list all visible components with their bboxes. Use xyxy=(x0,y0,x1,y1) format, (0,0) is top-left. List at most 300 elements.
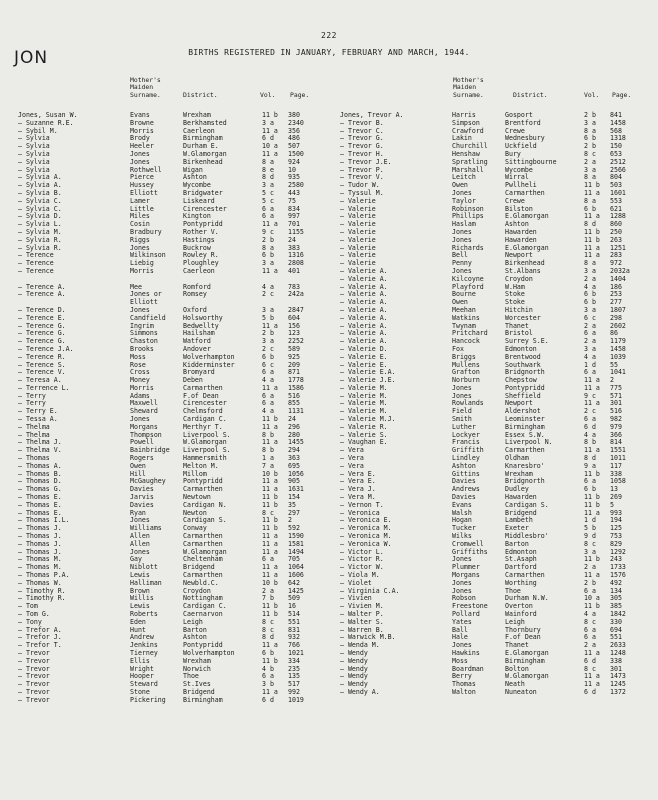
entry-name: — Valerie A. xyxy=(340,266,388,275)
entry-page: 298 xyxy=(610,313,622,322)
entry-name: — Thomas D. xyxy=(18,477,62,486)
entry-district: Cirencester xyxy=(183,204,227,213)
entry-district: Thanet xyxy=(505,641,529,650)
entry-page: 925 xyxy=(288,352,300,361)
entry-page: 753 xyxy=(610,532,622,541)
entry-page: 932 xyxy=(288,633,300,642)
entry-name: — Vivien M. xyxy=(340,602,384,611)
entry-district: Newport xyxy=(505,399,533,408)
entry-district: Hastings xyxy=(183,235,215,244)
entry-maiden-surname: Rowlands xyxy=(452,399,484,408)
entry-district: Watford xyxy=(183,337,211,346)
entry-district: Knaresbro' xyxy=(505,461,545,470)
entry-name: — Wendy xyxy=(340,648,368,657)
entry-page: 338 xyxy=(610,656,622,665)
entry-maiden-surname: Morris xyxy=(130,383,154,392)
entry-maiden-surname: Jones xyxy=(452,586,472,595)
entry-name: — Timothy R. xyxy=(18,594,66,603)
entry-page: 2566 xyxy=(610,165,626,174)
entry-volume: 3 a xyxy=(262,259,274,268)
entry-district: Andover xyxy=(183,344,211,353)
entry-name: — Terence G. xyxy=(18,337,66,346)
entry-name: — Trevor B. xyxy=(340,118,384,127)
entry-maiden-surname: Jones xyxy=(452,227,472,236)
entry-page: 253 xyxy=(610,290,622,299)
entry-maiden-surname: Norburn xyxy=(452,376,480,385)
entry-maiden-surname: Ball xyxy=(452,625,468,634)
entry-maiden-surname: Jones xyxy=(452,188,472,197)
entry-page: 905 xyxy=(288,477,300,486)
entry-maiden-surname: Francis xyxy=(452,438,480,447)
entry-district: Norwich xyxy=(183,664,211,673)
entry-name: — Tom G. xyxy=(18,610,50,618)
entry-maiden-surname: Hawkins xyxy=(452,648,480,657)
entry-name: — Wendy A. xyxy=(340,687,380,696)
entry-district: Bridgnorth xyxy=(505,477,545,486)
entry-district: Kidderminster xyxy=(183,360,235,369)
entry-district: W.Glamorgan xyxy=(183,438,227,447)
entry-district: Newbld.C. xyxy=(183,578,219,587)
entry-district: Wolverhampton xyxy=(183,648,235,657)
entry-volume: 2 b xyxy=(584,578,596,587)
entry-district: Wigan xyxy=(183,165,203,174)
entry-page: 250 xyxy=(610,227,622,236)
entry-maiden-surname: Jones xyxy=(452,641,472,650)
entry-maiden-surname: Jones xyxy=(130,415,150,424)
header-district-right: District. xyxy=(513,91,548,99)
entry-name: — Sylvia xyxy=(18,149,50,158)
entry-district: Bromyard xyxy=(183,368,215,377)
entry-name: — Warren B. xyxy=(340,625,384,634)
entry-name: — Valerie E. xyxy=(340,352,388,361)
entry-volume: 6 b xyxy=(584,298,596,307)
entry-maiden-surname: Ellis xyxy=(130,656,150,665)
entry-name: — Sylvia C. xyxy=(18,196,62,205)
entry-name: — Valerie xyxy=(340,243,376,252)
entry-volume: 11 a xyxy=(262,532,278,541)
entry-maiden-surname: Bainbridge xyxy=(130,446,170,455)
entry-maiden-surname: Phillips xyxy=(452,212,484,221)
entry-district: Carmarthen xyxy=(505,446,545,455)
entry-name: — Victor W. xyxy=(340,563,384,572)
entry-page: 363 xyxy=(288,454,300,463)
entry-maiden-surname: Jones xyxy=(452,391,472,400)
entry-district: Brentwood xyxy=(505,352,541,361)
entry-district: St.Ives xyxy=(183,680,211,689)
entry-name: — Wendy xyxy=(340,656,368,665)
entry-page: 507 xyxy=(288,142,300,151)
entry-name: — Trefor J. xyxy=(18,633,62,642)
entry-volume: 1 d xyxy=(584,516,596,525)
entry-page: 35 xyxy=(288,500,296,509)
entry-district: Liverpool S. xyxy=(183,446,231,455)
entry-page: 380 xyxy=(288,111,300,119)
entry-name: — Valerie xyxy=(340,259,376,268)
entry-district: Hawarden xyxy=(505,235,537,244)
entry-page: 1631 xyxy=(288,485,304,494)
entry-volume: 2 c xyxy=(262,344,274,353)
entry-maiden-surname: Willis xyxy=(130,594,154,603)
entry-district: Wainford xyxy=(505,610,537,618)
entry-volume: 3 a xyxy=(262,305,274,314)
entry-district: Kington xyxy=(183,212,211,221)
entry-volume: 11 b xyxy=(584,469,600,478)
entry-page: 1576 xyxy=(610,571,626,580)
entry-maiden-surname: Lindley xyxy=(452,454,480,463)
entry-maiden-surname: Jones xyxy=(452,578,472,587)
entry-volume: 11 a xyxy=(584,376,600,385)
entry-maiden-surname: Jones xyxy=(452,266,472,275)
entry-name: — Valerie xyxy=(340,235,376,244)
entry-page: 1011 xyxy=(610,454,626,463)
entry-page: 924 xyxy=(288,157,300,166)
header-maiden-line3: Surname. xyxy=(130,90,161,99)
entry-page: 979 xyxy=(610,422,622,431)
entry-maiden-surname: Andrews xyxy=(452,485,480,494)
entry-name: — Thomas G. xyxy=(18,485,62,494)
entry-district: Birmingham xyxy=(183,134,223,143)
entry-district: Wycombe xyxy=(183,181,211,190)
entry-page: 385 xyxy=(610,602,622,611)
entry-page: 860 xyxy=(610,220,622,229)
entry-name: — Tyssul M. xyxy=(340,188,384,197)
entry-volume: 3 a xyxy=(262,337,274,346)
entry-maiden-surname: Pritchard xyxy=(452,329,488,338)
entry-maiden-surname: Spratling xyxy=(452,157,488,166)
entry-volume: 11 a xyxy=(584,672,600,681)
entry-maiden-surname: Liebig xyxy=(130,259,154,268)
entry-name: — Vera M. xyxy=(340,493,376,502)
entry-volume: 5 c xyxy=(262,196,274,205)
entry-district: Cardigan N. xyxy=(183,500,227,509)
entry-volume: 6 b xyxy=(584,485,596,494)
entry-volume: 8 e xyxy=(262,165,274,174)
entry-page: 935 xyxy=(288,173,300,182)
entry-page: 1058 xyxy=(610,477,626,486)
entry-maiden-surname: Ashton xyxy=(452,461,476,470)
header-maiden-left xyxy=(130,77,161,99)
entry-volume: 11 a xyxy=(262,547,278,556)
entry-name: — Veronica xyxy=(340,508,380,517)
entry-name: — Sylvia R. xyxy=(18,243,62,252)
entry-district: Oldham xyxy=(505,454,529,463)
page-number: 222 xyxy=(321,31,337,40)
entry-page: 16 xyxy=(288,602,296,611)
entry-district: W.Glamorgan xyxy=(505,672,549,681)
entry-volume: 4 a xyxy=(584,430,596,439)
entry-maiden-surname: Jones xyxy=(130,243,150,252)
entry-name: — Trevor H. xyxy=(340,149,384,158)
entry-district: W.Ham xyxy=(505,282,525,291)
entry-page: 766 xyxy=(288,641,300,650)
entry-name: — Trevor xyxy=(18,687,50,696)
entry-name: — Valerie xyxy=(340,227,376,236)
entry-name: — Vera E. xyxy=(340,469,376,478)
entry-volume: 11 b xyxy=(584,555,600,564)
entry-district: Cheltenham xyxy=(183,555,223,564)
page-title: BIRTHS REGISTERED IN JANUARY, FEBRUARY AND MARCH, 1944. xyxy=(188,48,470,57)
entry-page: 1318 xyxy=(610,134,626,143)
entry-maiden-surname: Roberts xyxy=(130,610,158,618)
entry-page: 13 xyxy=(610,485,618,494)
entry-volume: 2 a xyxy=(584,563,596,572)
header-maiden-line2: Maiden xyxy=(453,83,477,92)
entry-page: 1021 xyxy=(288,648,304,657)
entry-volume: 8 c xyxy=(262,617,274,626)
entry-name: — Valerie S. xyxy=(340,430,388,439)
entry-volume: 11 b xyxy=(262,524,278,533)
entry-volume: 5 b xyxy=(262,313,274,322)
entry-district: Rowley R. xyxy=(183,251,219,260)
entry-maiden-surname: Bell xyxy=(452,251,468,260)
entry-district: Carmarthen xyxy=(505,188,545,197)
entry-maiden-surname: Wilks xyxy=(452,532,472,541)
entry-district: Leominster xyxy=(505,415,545,424)
entry-maiden-surname: Davies xyxy=(130,485,154,494)
entry-district: Birkenhead xyxy=(505,259,545,268)
entry-volume: 10 b xyxy=(262,469,278,478)
entry-maiden-surname: Jones xyxy=(130,516,150,525)
entry-maiden-surname: Robson xyxy=(452,594,476,603)
entry-volume: 8 d xyxy=(584,454,596,463)
entry-volume: 6 a xyxy=(584,368,596,377)
entry-name: — Trevor C. xyxy=(340,126,384,135)
entry-name: — Thomas P.A. xyxy=(18,571,70,580)
entry-volume: 11 b xyxy=(262,656,278,665)
entry-district: Thoe xyxy=(183,672,199,681)
entry-maiden-surname: Twynam xyxy=(452,321,476,330)
entry-maiden-surname: Cosin xyxy=(130,220,150,229)
entry-maiden-surname: Sheward xyxy=(130,407,158,416)
entry-name: — Terence J.A. xyxy=(18,344,74,353)
entry-volume: 11 b xyxy=(262,602,278,611)
entry-volume: 10 b xyxy=(262,578,278,587)
entry-maiden-surname: Hogan xyxy=(452,516,472,525)
entry-page: 24 xyxy=(288,415,296,424)
entry-district: Barton xyxy=(505,539,529,548)
entry-name: — Thomas B. xyxy=(18,469,62,478)
entry-name: — Walter P. xyxy=(340,610,384,618)
entry-page: 993 xyxy=(610,508,622,517)
entry-name: — Terry xyxy=(18,391,46,400)
entry-maiden-surname: Hale xyxy=(452,633,468,642)
entry-volume: 1 d xyxy=(584,360,596,369)
entry-maiden-surname: Leitch xyxy=(452,173,476,182)
entry-district: Ashton xyxy=(183,173,207,182)
entry-volume: 6 a xyxy=(262,672,274,681)
entry-volume: 6 a xyxy=(584,477,596,486)
entry-district: Chelmsford xyxy=(183,407,223,416)
entry-page: 1551 xyxy=(610,446,626,455)
entry-volume: 6 b xyxy=(262,648,274,657)
entry-name: Jones, Susan W. xyxy=(18,111,78,119)
entry-page: 982 xyxy=(610,415,622,424)
entry-volume: 6 a xyxy=(262,391,274,400)
entry-page: 283 xyxy=(610,251,622,260)
entry-district: Stoke xyxy=(505,290,525,299)
entry-district: Bolton xyxy=(505,664,529,673)
entry-volume: 7 b xyxy=(262,594,274,603)
entry-maiden-surname: Cross xyxy=(130,368,150,377)
entry-page: 443 xyxy=(288,188,300,197)
entry-volume: 11 a xyxy=(262,687,278,696)
entry-maiden-surname: Gittins xyxy=(452,469,480,478)
entry-district: Melton M. xyxy=(183,461,219,470)
entry-page: 301 xyxy=(610,399,622,408)
entry-maiden-surname: Jenkins xyxy=(130,641,158,650)
entry-volume: 11 a xyxy=(584,680,600,689)
entry-name: — Sylvia xyxy=(18,165,50,174)
entry-maiden-surname: Ryan xyxy=(130,508,146,517)
entry-page: 150 xyxy=(610,142,622,151)
entry-district: Rother V. xyxy=(183,227,219,236)
entry-name: — Veronica E. xyxy=(340,516,392,525)
entry-page: 553 xyxy=(610,196,622,205)
entry-volume: 6 b xyxy=(584,134,596,143)
entry-district: Thornbury xyxy=(505,625,541,634)
entry-page: 695 xyxy=(288,461,300,470)
entry-name: — Sylvia xyxy=(18,142,50,151)
entry-name: — Sylvia B. xyxy=(18,188,62,197)
entry-name: — Terence S. xyxy=(18,360,66,369)
entry-page: 589 xyxy=(288,344,300,353)
entry-name: — Vivien xyxy=(340,594,372,603)
entry-page: 1155 xyxy=(288,227,304,236)
entry-page: 366 xyxy=(610,430,622,439)
entry-page: 1316 xyxy=(288,251,304,260)
entry-name: — Thomas M. xyxy=(18,563,62,572)
entry-page: 156 xyxy=(288,321,300,330)
entry-district: W.Glamorgan xyxy=(183,149,227,158)
entry-maiden-surname: Jones or xyxy=(130,290,162,299)
entry-volume: 6 a xyxy=(262,204,274,213)
entry-page: 2032a xyxy=(610,266,630,275)
entry-volume: 11 b xyxy=(262,415,278,424)
header-page-right: Page. xyxy=(612,91,632,99)
entry-name: — Thomas xyxy=(18,454,50,463)
entry-volume: 6 a xyxy=(262,212,274,221)
entry-name: — Valerie E.A. xyxy=(340,368,396,377)
entry-name: — Valerie A. xyxy=(340,313,388,322)
entry-volume: 3 a xyxy=(584,266,596,275)
entry-maiden-surname: Simpson xyxy=(452,118,480,127)
entry-name: — Terence V. xyxy=(18,368,66,377)
entry-maiden-surname: Money xyxy=(130,376,150,385)
entry-maiden-surname: Jones xyxy=(452,555,472,564)
entry-page: 1064 xyxy=(288,563,304,572)
entry-maiden-surname: Eden xyxy=(130,617,146,626)
entry-page: 243 xyxy=(610,555,622,564)
entry-district: Holsworthy xyxy=(183,313,223,322)
entry-page: 621 xyxy=(610,204,622,213)
entry-maiden-surname: Jones xyxy=(130,547,150,556)
entry-maiden-surname: Marshall xyxy=(452,165,484,174)
entry-maiden-surname: Brooks xyxy=(130,344,154,353)
entry-volume: 11 b xyxy=(262,493,278,502)
entry-maiden-surname: Grafton xyxy=(452,368,480,377)
entry-name: — Teresa A. xyxy=(18,376,62,385)
entry-volume: 11 a xyxy=(262,220,278,229)
entry-maiden-surname: Luther xyxy=(452,422,476,431)
entry-maiden-surname: Hill xyxy=(130,469,146,478)
entry-volume: 10 a xyxy=(584,594,600,603)
entry-maiden-surname: Moss xyxy=(452,656,468,665)
entry-maiden-surname: Steward xyxy=(130,680,158,689)
entry-name: — Thomas E. xyxy=(18,493,62,502)
entry-name: — Vera xyxy=(340,461,364,470)
entry-page: 5 xyxy=(610,500,614,509)
entry-name: — Tessa A. xyxy=(18,415,58,424)
entry-maiden-surname: Maxwell xyxy=(130,399,158,408)
entry-name: — Valerie xyxy=(340,204,376,213)
entry-name: — Thomas M. xyxy=(18,555,62,564)
entry-maiden-surname: Allen xyxy=(130,539,150,548)
entry-volume: 8 d xyxy=(262,633,274,642)
entry-district: Wolverhampton xyxy=(183,352,235,361)
entry-volume: 6 a xyxy=(584,586,596,595)
entry-name: — Terence G. xyxy=(18,329,66,338)
entry-name: — Terry xyxy=(18,399,46,408)
entry-name: — Trefor T. xyxy=(18,641,62,650)
entry-volume: 9 c xyxy=(262,227,274,236)
entry-volume: 11 a xyxy=(262,485,278,494)
entry-district: Buckrow xyxy=(183,243,211,252)
header-maiden-line2: Maiden xyxy=(130,83,154,92)
entry-district: Bedwellty xyxy=(183,321,219,330)
entry-volume: 11 b xyxy=(584,602,600,611)
entry-maiden-surname: Heeler xyxy=(130,142,154,151)
entry-maiden-surname: Walton xyxy=(452,687,476,696)
entry-page: 1473 xyxy=(610,672,626,681)
entry-maiden-surname: Brody xyxy=(130,134,150,143)
entry-volume: 8 a xyxy=(584,259,596,268)
entry-district: Caerleon xyxy=(183,126,215,135)
entry-volume: 3 a xyxy=(584,118,596,127)
entry-district: Cirencester xyxy=(183,399,227,408)
entry-maiden-surname: Pierce xyxy=(130,173,154,182)
entry-maiden-surname: Robinson xyxy=(452,204,484,213)
entry-page: 123 xyxy=(288,329,300,338)
entry-maiden-surname: Lamer xyxy=(130,196,150,205)
entry-name: — Sylvia xyxy=(18,134,50,143)
entry-district: Uckfield xyxy=(505,142,537,151)
entry-volume: 8 c xyxy=(584,539,596,548)
entry-maiden-surname: Williams xyxy=(130,524,162,533)
entry-district: Bristol xyxy=(505,329,533,338)
entry-maiden-surname: Hunt xyxy=(130,625,146,634)
entry-volume: 6 a xyxy=(584,633,596,642)
entry-page: 1455 xyxy=(288,438,304,447)
entry-volume: 4 a xyxy=(584,282,596,291)
entry-district: Cardigan C. xyxy=(183,602,227,611)
entry-page: 1372 xyxy=(610,687,626,696)
entry-name: — Valerie A. xyxy=(340,282,388,291)
entry-maiden-surname: Pickering xyxy=(130,695,166,704)
entry-volume: 11 a xyxy=(584,383,600,392)
entry-maiden-surname: Boardman xyxy=(452,664,484,673)
entry-district: Croydon xyxy=(505,274,533,283)
entry-name: — Vera J. xyxy=(340,485,376,494)
entry-name: — Thelma xyxy=(18,430,50,439)
entry-name: — Thomas E. xyxy=(18,508,62,517)
entry-volume: 2 a xyxy=(584,641,596,650)
entry-name: — Victor L. xyxy=(340,547,384,556)
entry-page: 1404 xyxy=(610,274,626,283)
entry-maiden-surname: Lockyer xyxy=(452,430,480,439)
entry-volume: 6 c xyxy=(262,360,274,369)
entry-maiden-surname: Jones xyxy=(130,157,150,166)
entry-page: 2602 xyxy=(610,321,626,330)
